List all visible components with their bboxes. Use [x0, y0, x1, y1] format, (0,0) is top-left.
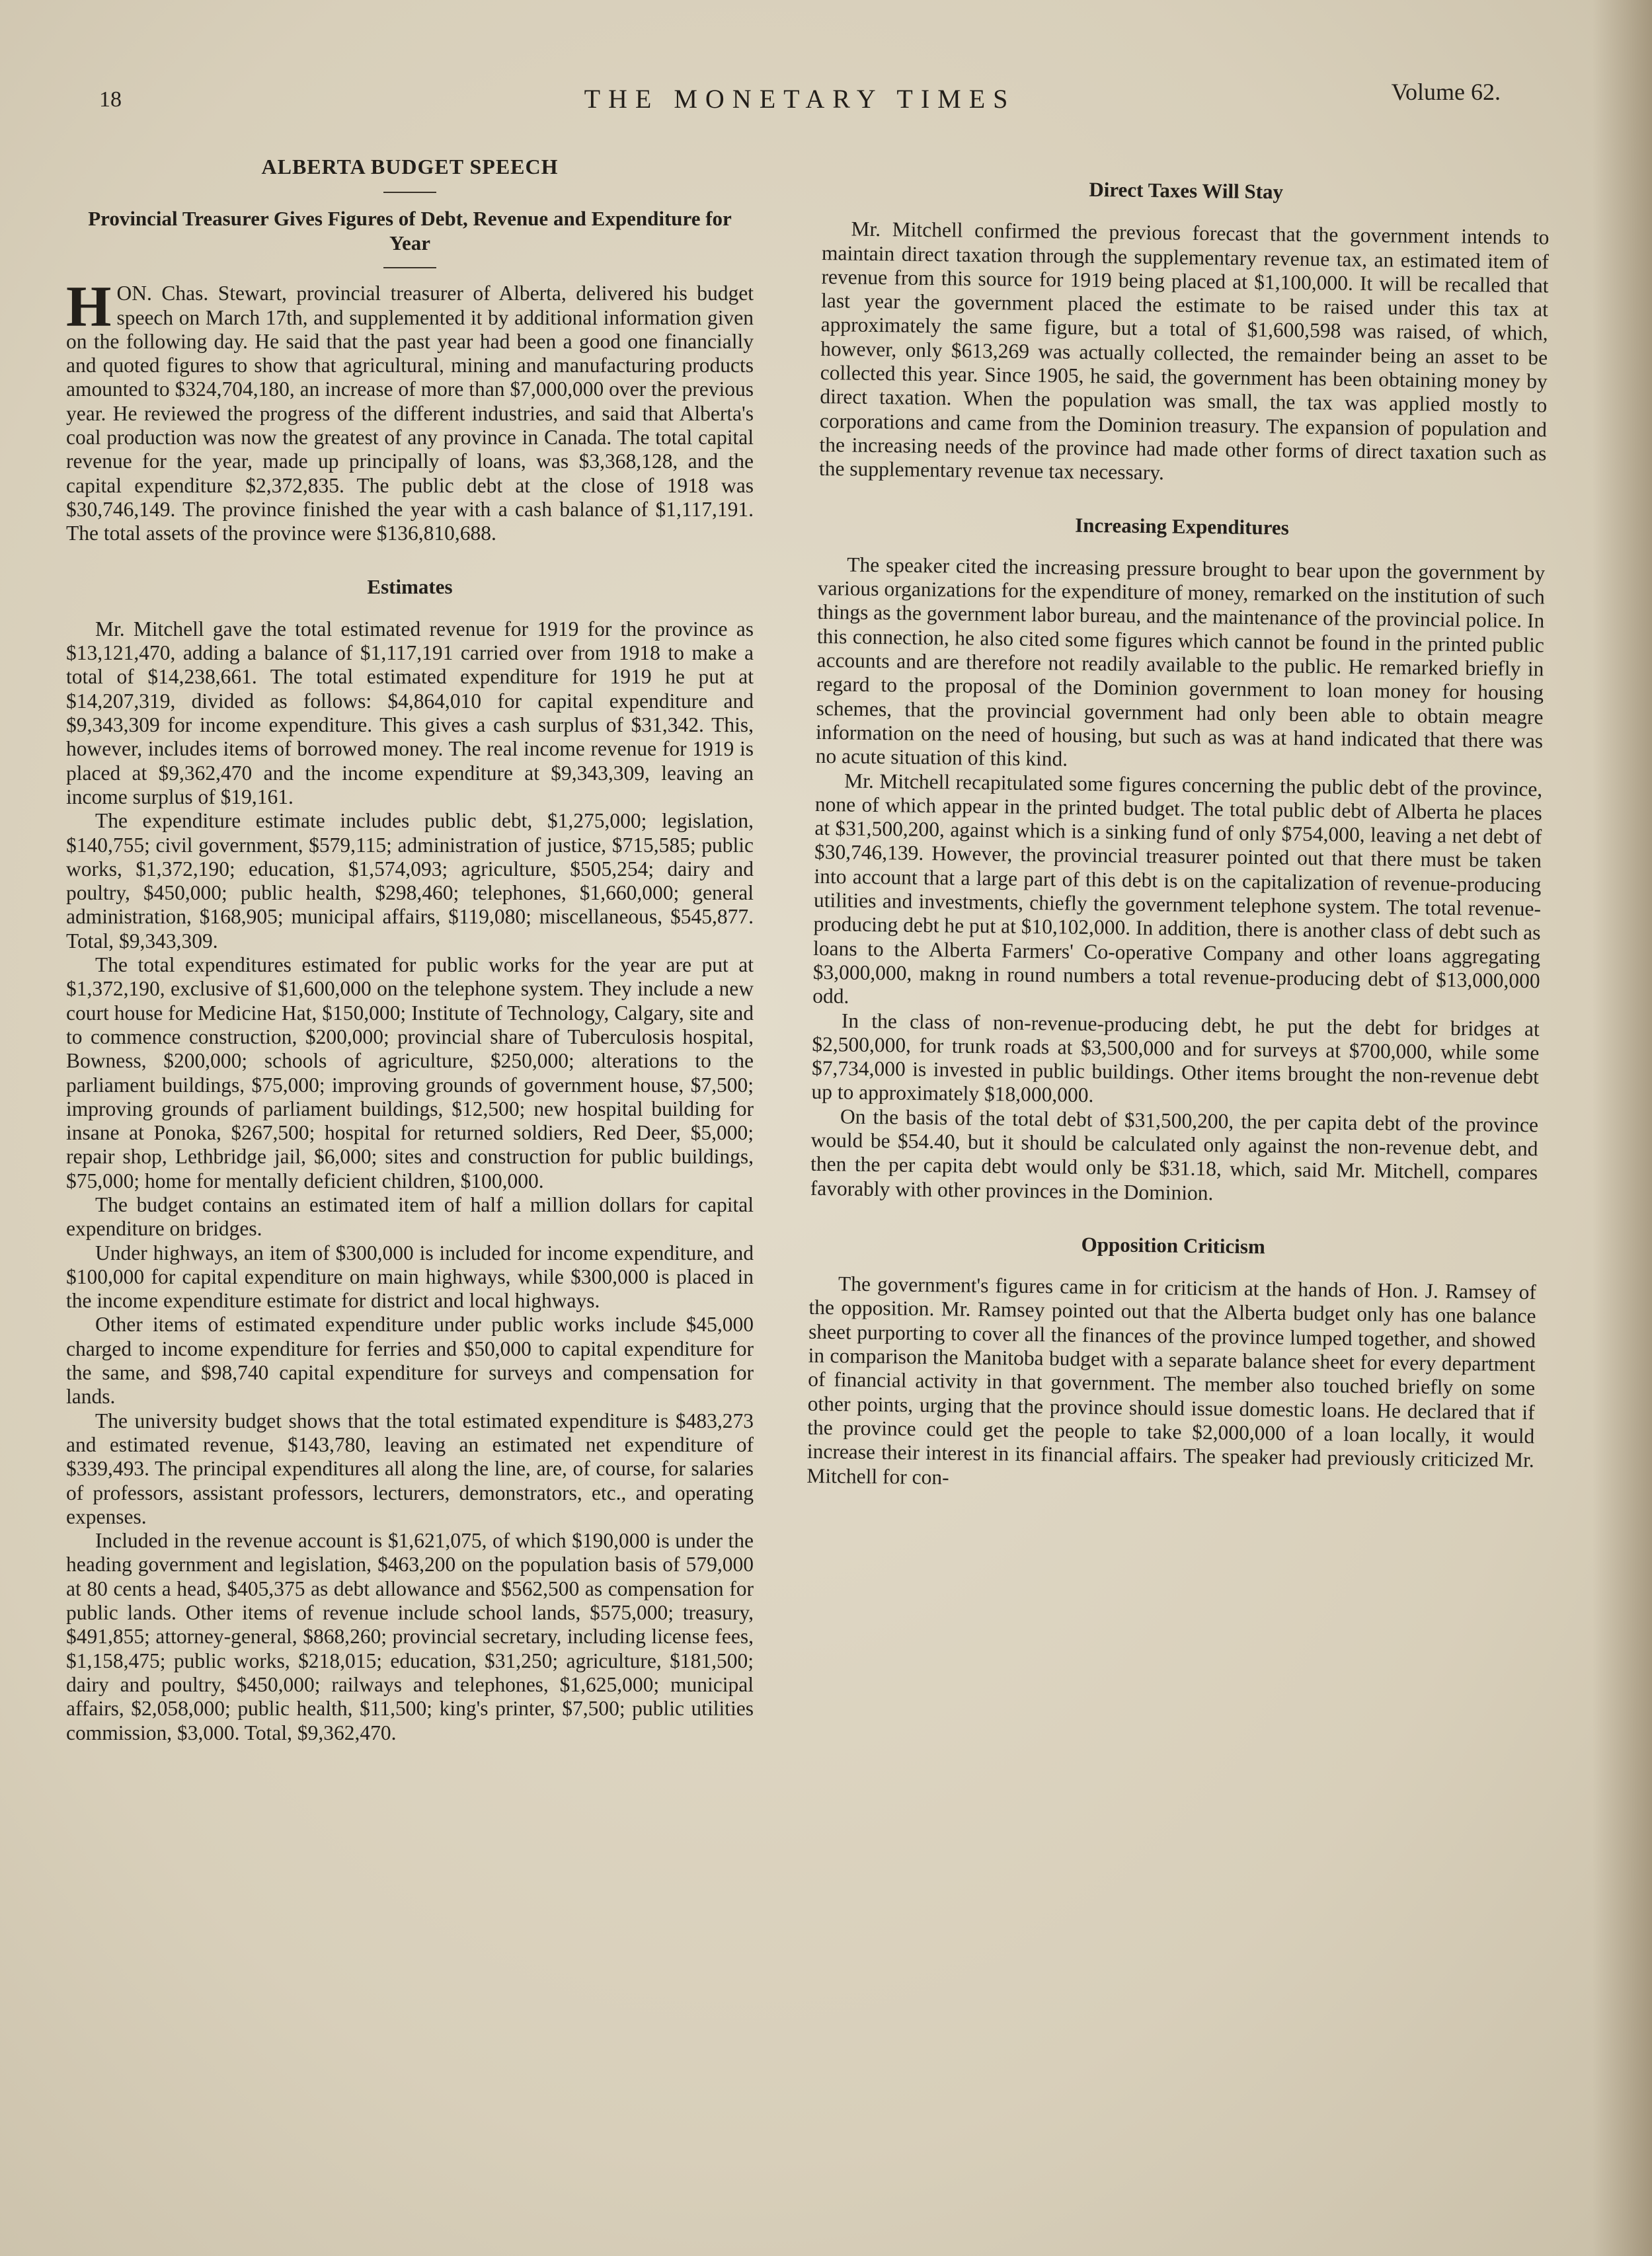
- paragraph: Other items of estimated expenditure under public works include $45,000 charged to income expenditure for ferries and $50,000 to capital expenditure for the same, and $98,740 capital expenditure for surveys and compensation for lands.: [66, 1313, 754, 1409]
- paragraph: Mr. Mitchell recapitulated some figures concerning the public debt of the province, none of which appear in the printed budget. The total public debt of Alberta he places at $31,500,200, against which is a sinking fund of only $754,000, leaving a net debt of $30,746,139. However, the provincial treasurer pointed out that there must be taken into account that a large part of this debt is on the capitalization of revenue-producing utilities and investments, chiefly the government telephone system. The total revenue-producing debt he put at $10,102,000. In addition, there is another class of debt such as loans to the Alberta Farmers' Co-operative Company and other loans aggregating $3,000,000, makng in round numbers a total revenue-producing debt of $13,000,000 odd.: [812, 768, 1543, 1008]
- paragraph: The budget contains an estimated item of half a million dollars for capital expenditure on bridges.: [66, 1192, 754, 1241]
- section-heading-direct-taxes: Direct Taxes Will Stay: [1089, 177, 1284, 204]
- paragraph: Mr. Mitchell gave the total estimated revenue for 1919 for the province as $13,121,470, adding a balance of $1,117,191 carried over from 1918 to make a total of $14,238,661. The total estimated expenditure for 1919 he put at $14,207,319, divided as follows: $4,864,010 for capital expenditure and $9,343,309 for income expenditure. This gives a cash surplus of $31,342. This, however, includes items of borrowed money. The real income revenue for 1919 is placed at $9,362,470 and the income expenditure at $9,343,309, leaving an income surplus of $19,161.: [66, 617, 754, 808]
- paragraph: The speaker cited the increasing pressure brought to bear upon the government by various organizations for the expenditure of money, remarked on the institution of such things as the government labor bureau, and the maintenance of the provincial police. In this connection, he also cited some figures which cannot be found in the printed public accounts and are therefore not readily available to the public. He remarked briefly in regard to the proposal of the Dominion government to loan money for housing schemes, that the provincial government had only been able to obtain meagre information on the need of housing, but such as was at hand indicated that there was no acute situation of this kind.: [815, 553, 1546, 771]
- drop-cap: H: [66, 275, 112, 340]
- article-title: ALBERTA BUDGET SPEECH: [261, 155, 559, 178]
- paragraph: The total expenditures estimated for public works for the year are put at $1,372,190, exclusive of $1,600,000 on the telephone system. They include a new court house for Medicine Hat, $150,000; Institute of Technology, Calgary, site and to commence construction, $200,000; provincial share of Tuberculosis hospital, Bowness, $200,000; schools of agriculture, $250,000; alterations to the parliament buildings, $75,000; improving grounds of government house, $7,500; improving grounds of parliament buildings, $12,500; new hospital building for insane at Ponoka, $267,500; hospital for returned soldiers, Red Deer, $5,000; repair shop, Lethbridge jail, $6,000; sites and construction for public buildings, $75,000; home for mentally deficient children, $100,000.: [66, 953, 754, 1192]
- intro-text: ON. Chas. Stewart, provincial treasurer of Alberta, delivered his budget speech on March 17th, and supplemented it by additional information given on the following day. He said that the past year had been a good one financially and quoted figures to show that agricultural, mining and manufacturing products amounted to $324,704,180, an increase of more than $7,000,000 over the previous year. He reviewed the progress of the different industries, and said that Alberta's coal production was now the greatest of any province in Canada. The total capital revenue for the year, made up principally of loans, was $3,368,128, and the capital expenditure $2,372,835. The public debt at the close of 1918 was $30,746,149. The province finished the year with a cash balance of $1,117,191. The total assets of the province were $136,810,688.: [66, 282, 754, 545]
- running-header: [99, 78, 1501, 118]
- paragraph: Mr. Mitchell confirmed the previous forecast that the government intends to maintain direct taxation through the supplementary revenue tax, an estimated item of revenue from this source for 1919 being placed at $1,100,000. It will be recalled that last year the government placed the estimate to be raised under this tax at approximately the same figure, but a total of $1,600,598 was raised, of which, however, only $613,269 was actually collected, the remainder being an asset to be collected this year. Since 1905, he said, the government has been obtaining money by direct taxation. When the population was small, the tax was applied mostly to corporations and came from the Dominion treasury. The expansion of population and the increasing needs of the province had made other forms of direct taxation such as the supplementary revenue tax necessary.: [818, 217, 1550, 485]
- paragraph: The university budget shows that the total estimated expenditure is $483,273 and estimated revenue, $143,780, leaving an estimated net expenditure of $339,493. The principal expenditures all along the line, are, of course, for salaries of professors, assistant professors, lecturers, demonstrators, etc., and operating expenses.: [66, 1409, 754, 1528]
- paragraph-continued: Included in the revenue account is $1,621,075, of which $190,000 is under the heading government and legislation, $463,200 on the population basis of 579,000 at 80 cents a head, $405,375 as debt allowance and $562,500 as compensation for public lands. Other items of revenue include school lands, $575,000; treasury, $491,855; attorney-general, $868,260; provincial secretary, including license fees, $1,158,475; public works, $218,015; education, $31,250; agriculture, $181,500; dairy and poultry, $450,000; railways and telephones, $1,625,000; municipal affairs, $2,058,000; public health, $11,500; king's printer, $7,500; public utilities commission, $3,000. Total, $9,362,470.: [66, 1529, 754, 1744]
- intro-paragraph: [66, 275, 754, 545]
- paragraph: Under highways, an item of $300,000 is included for income expenditure, and $100,000 for capital expenditure on main highways, while $300,000 is placed in the income expenditure estimate for district and local highways.: [66, 1241, 754, 1313]
- article-subtitle: Provincial Treasurer Gives Figures of Debt, Revenue and Expenditure for Year: [88, 207, 732, 255]
- publication-title: THE MONETARY TIMES: [584, 84, 1016, 114]
- paragraph: The expenditure estimate includes public debt, $1,275,000; legislation, $140,755; civil government, $579,115; administration of justice, $715,585; public works, $1,372,190; education, $1,574,093; agriculture, $505,254; dairy and poultry, $450,000; public health, $298,460; telephones, $1,660,000; general administration, $168,905; municipal affairs, $119,080; miscellaneous, $545,877. Total, $9,343,309.: [66, 809, 754, 953]
- binding-shadow: [1593, 0, 1652, 2256]
- left-column: [66, 151, 754, 1745]
- subtitle-rule: [383, 267, 436, 268]
- page-number: 18: [99, 87, 122, 112]
- paragraph: The government's figures came in for criticism at the hands of Hon. J. Ramsey of the opposition. Mr. Ramsey pointed out that the Alberta budget only has one balance sheet purporting to cover all the finances of the province lumped together, and showed in comparison the Manitoba budget with a separate balance sheet for every department of financial activity in that government. The member also touched briefly on some other points, urging that the province should issue domestic loans. He declared that if the province could get the people to take $2,000,000 of a loan locally, it would increase their interest in its financial affairs. The speaker had previously criticized Mr. Mitchell for con-: [806, 1272, 1537, 1489]
- right-column: [806, 145, 1550, 1497]
- section-heading-opposition: Opposition Criticism: [1081, 1232, 1265, 1259]
- paragraph: On the basis of the total debt of $31,500,200, the per capita debt of the province would be $54.40, but it should be calculated only against the non-revenue debt, and then the per capita debt would only be $31.18, which, said Mr. Mitchell, compares favorably with other provinces in the Dominion.: [810, 1105, 1539, 1204]
- volume-label: Volume 62.: [1391, 79, 1501, 105]
- paragraph: In the class of non-revenue-producing debt, he put the debt for bridges at $2,500,000, for trunk roads at $3,500,000 and for surveys at $700,000, while some $7,734,000 is invested in public buildings. Other items brought the non-revenue debt up to approximately $18,000,000.: [811, 1008, 1540, 1107]
- title-rule: [383, 192, 436, 193]
- section-heading-increasing-expenditures: Increasing Expenditures: [1075, 513, 1289, 539]
- section-heading-estimates: Estimates: [367, 574, 453, 598]
